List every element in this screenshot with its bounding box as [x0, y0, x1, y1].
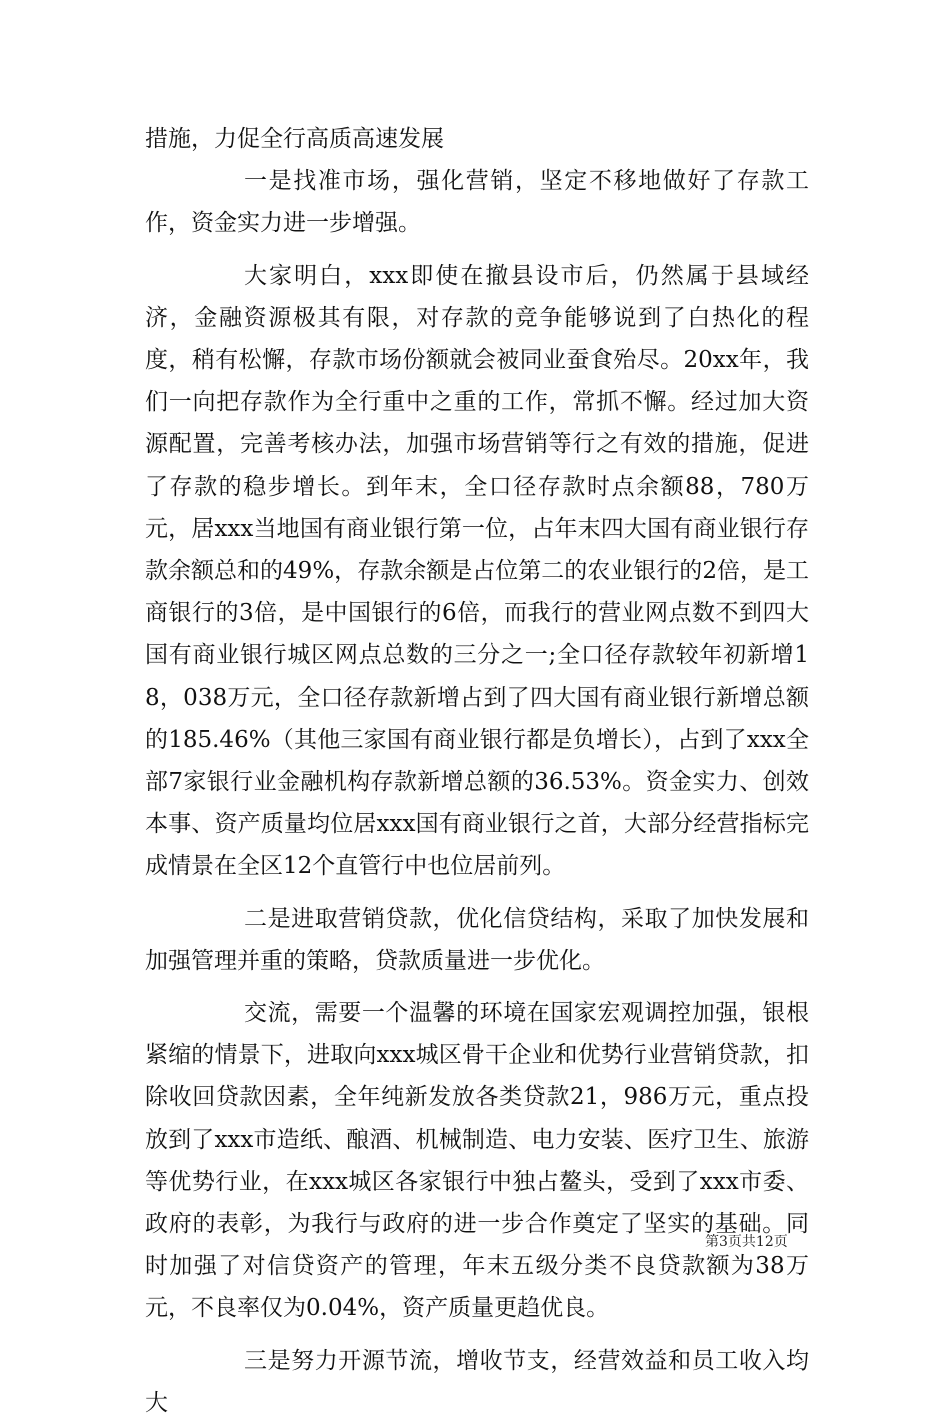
paragraph-5: 交流，需要一个温馨的环境在国家宏观调控加强，银根紧缩的情景下，进取向xxx城区骨干企业和优势行业营销贷款，扣除收回贷款因素，全年纯新发放各类贷款21，986万元，重点投放到了xxx市造纸、酿酒、机械制造、电力安装、医疗卫生、旅游等优势行业，在xxx城区各家银行中独占鳌头，受到了xxx市委、政府的表彰，为我行与政府的进一步合作奠定了坚实的基础。同时加强了对信贷资产的管理，年末五级分类不良贷款额为38万元，不良率仅为0.04%，资产质量更趋优良。 [145, 1000, 809, 1322]
page-number: 第3页共12页 [705, 1234, 788, 1250]
paragraph-2: 一是找准市场，强化营销，坚定不移地做好了存款工作，资金实力进一步增强。 [145, 168, 809, 237]
document-body [145, 118, 809, 1424]
paragraph-6: 三是努力开源节流，增收节支，经营效益和员工收入均大 [145, 1347, 809, 1416]
paragraph-4: 二是进取营销贷款，优化信贷结构，采取了加快发展和加强管理并重的策略，贷款质量进一步优化。 [145, 905, 809, 974]
paragraph-3: 大家明白，xxx即使在撤县设市后，仍然属于县域经济，金融资源极其有限，对存款的竞争能够说到了白热化的程度，稍有松懈，存款市场份额就会被同业蚕食殆尽。20xx年，我们一向把存款作为全行重中之重的工作，常抓不懈。经过加大资源配置，完善考核办法，加强市场营销等行之有效的措施，促进了存款的稳步增长。到年末，全口径存款时点余额88，780万元，居xxx当地国有商业银行第一位，占年末四大国有商业银行存款余额总和的49%，存款余额是占位第二的农业银行的2倍，是工商银行的3倍，是中国银行的6倍，而我行的营业网点数不到四大国有商业银行城区网点总数的三分之一;全口径存款较年初新增18，038万元，全口径存款新增占到了四大国有商业银行新增总额的185.46%（其他三家国有商业银行都是负增长），占到了xxx全部7家银行业金融机构存款新增总额的36.53%。资金实力、创效本事、资产质量均位居xxx国有商业银行之首，大部分经营指标完成情景在全区12个直管行中也位居前列。 [145, 262, 809, 880]
paragraph-1: 措施，力促全行高质高速发展 [145, 126, 444, 152]
